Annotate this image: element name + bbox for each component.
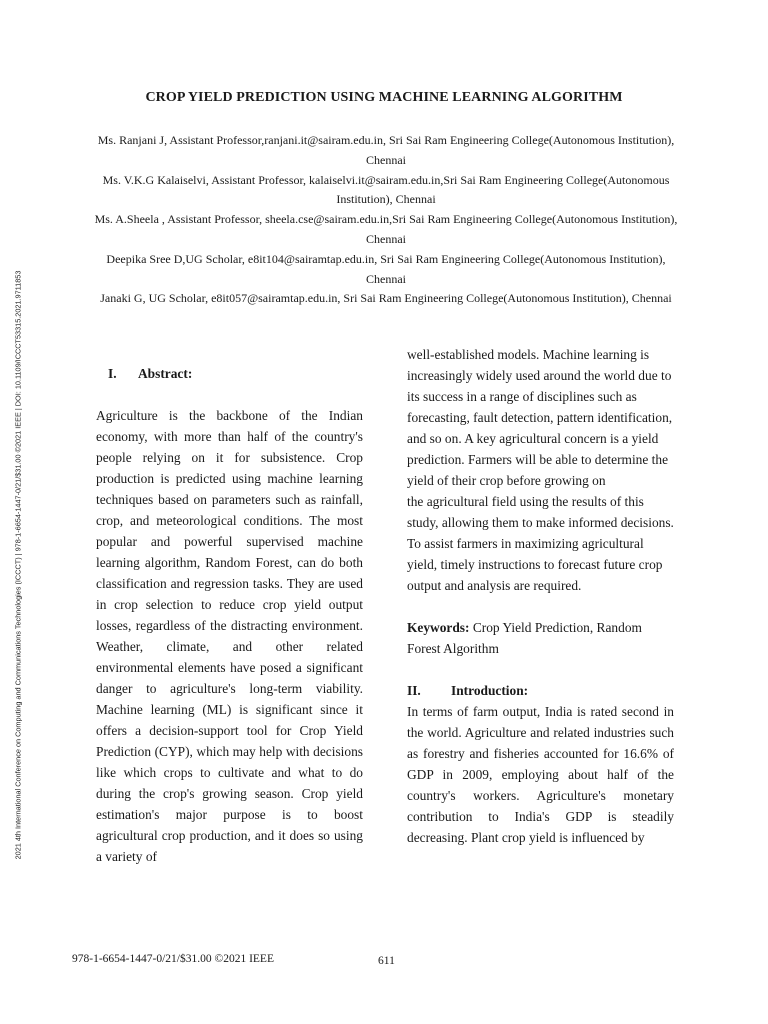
footer-isbn: 978-1-6654-1447-0/21/$31.00 ©2021 IEEE — [72, 953, 274, 965]
introduction-body: In terms of farm output, India is rated second in the world. Agriculture and related industries such as forestry and fisheries accounted for 16.6% of GDP in 2009, employing about half of the country's workers. Agriculture's monetary contribution to India's GDP is steadily decreasing. Plant crop yield is influenced by — [407, 704, 674, 845]
page-number: 611 — [378, 955, 395, 967]
author-entry: Deepika Sree D,UG Scholar, e8it104@sairamtap.edu.in, Sri Sai Ram Engineering College(Autonomous Institution), Chennai — [106, 251, 666, 286]
abstract-continuation-2: the agricultural field using the results of this study, allowing them to make informed decisions. To assist farmers in maximizing agricultural yield, timely instructions to forecast future crop output and analysis are required. — [407, 494, 674, 593]
left-column — [96, 363, 363, 867]
keywords-text: Crop Yield Prediction, Random Forest Algorithm — [407, 620, 642, 656]
author-entry: Ms. V.K.G Kalaiselvi, Assistant Professor, kalaiselvi.it@sairam.edu.in,Sri Sai Ram Engineering College(Autonomous Institution), Chennai — [102, 172, 670, 207]
paper-title: CROP YIELD PREDICTION USING MACHINE LEARNING ALGORITHM — [145, 90, 623, 105]
conference-side-strip — [0, 0, 36, 1024]
right-column — [407, 344, 674, 848]
author-entry: Ms. A.Sheela , Assistant Professor, sheela.cse@sairam.edu.in,Sri Sai Ram Engineering College(Autonomous Institution), Chennai — [94, 212, 678, 246]
author-entry: Ms. Ranjani J, Assistant Professor,ranjani.it@sairam.edu.in, Sri Sai Ram Engineering College(Autonomous Institution), Chennai — [97, 133, 675, 167]
keywords-label: Keywords: — [407, 620, 470, 635]
author-entry: Janaki G, UG Scholar, e8it057@sairamtap.edu.in, Sri Sai Ram Engineering College(Autonomous Institution), Chennai — [100, 291, 672, 306]
abstract-continuation-1: well-established models. Machine learning is increasingly widely used around the world due to its success in a range of disciplines such as forecasting, fault detection, pattern identification, and so on. A key agricultural concern is a yield prediction. Farmers will be able to determine the yield of their crop before growing on — [407, 347, 673, 488]
introduction-heading-text: Introduction: — [451, 683, 529, 698]
abstract-heading — [96, 363, 363, 384]
introduction-number: II. — [407, 683, 421, 698]
introduction-heading — [407, 680, 674, 701]
conference-citation-text: 2021 4th International Conference on Computing and Communications Technologies (ICCCT) | 978-1-6654-1447-0/21/$31.00 ©2021 IEEE | DOI: 10.1109/ICCCT53315.2021.9711853 — [13, 270, 23, 860]
abstract-body: Agriculture is the backbone of the Indian economy, with more than half of the country's people relying on it for subsistence. Crop production is predicted using machine learning techniques based on parameters such as rainfall, crop, and meteorological conditions. The most popular and powerful supervised machine learning algorithm, Random Forest, can do both classification and regression tasks. They are used in crop selection to reduce crop yield output losses, regardless of the distracting environment. Weather, climate, and other related environmental elements have posed a significant danger to agriculture's long-term viability. Machine learning (ML) is significant since it offers a decision-support tool for Crop Yield Prediction (CYP), which may help with decisions like which crops to cultivate and what to do during the crop's growing season. Crop yield estimation's major purpose is to boost agricultural crop production, and it does so using a variety of — [96, 408, 363, 864]
author-list — [86, 131, 686, 309]
keywords-paragraph — [407, 617, 674, 659]
abstract-number: I. — [108, 366, 117, 381]
abstract-heading-text: Abstract: — [138, 366, 193, 381]
